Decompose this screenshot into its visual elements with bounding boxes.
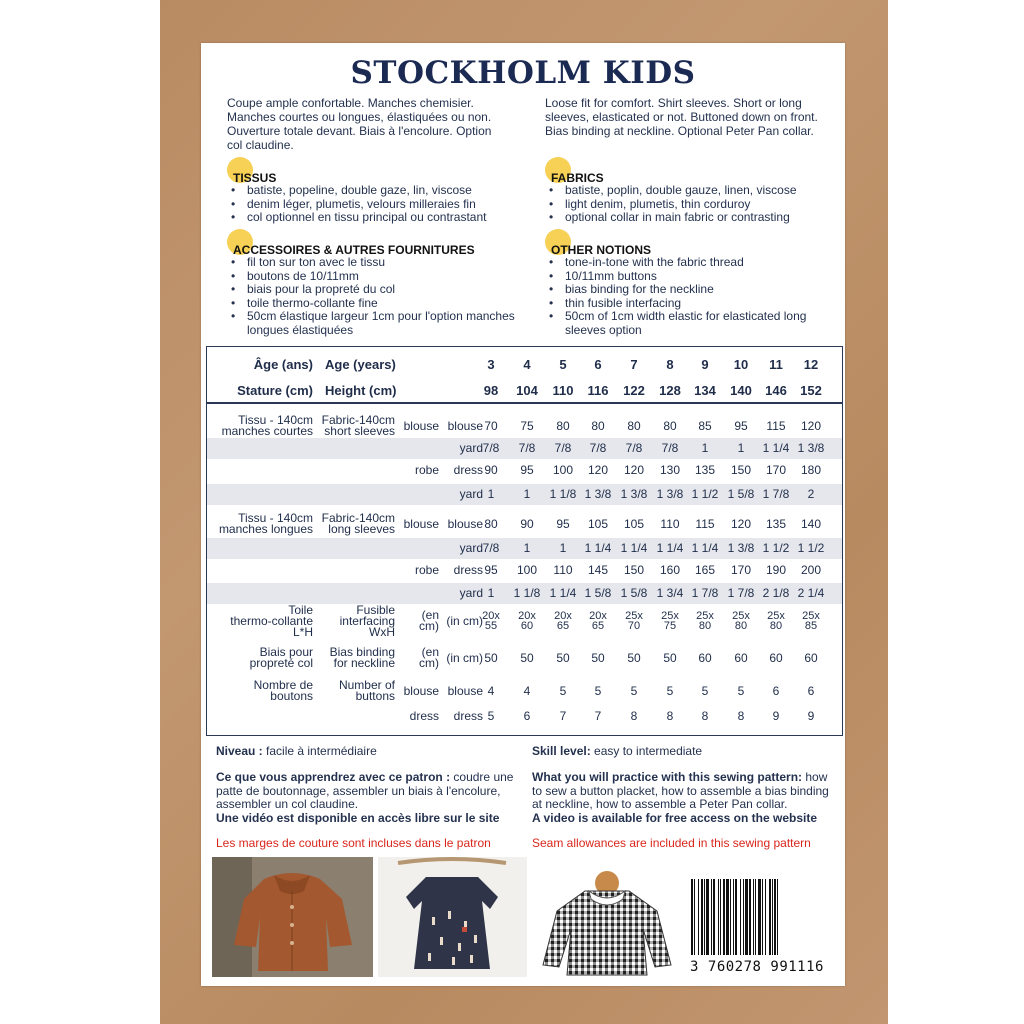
table-cell: 170 [730, 563, 752, 577]
list-item: • 10/11mm buttons [545, 270, 825, 284]
row-type-fr: (en cm) [419, 645, 439, 670]
barcode-bar [694, 879, 695, 955]
table-cell: 70 [484, 418, 498, 433]
row-type-en: yard [459, 541, 483, 555]
barcode-bar [755, 879, 756, 955]
row-type-en: dress [453, 708, 483, 723]
table-cell: 1 3/4 [656, 586, 684, 600]
learn-fr [216, 771, 516, 825]
table-cell: 1 1/4 [549, 586, 577, 600]
age-header-cell: 8 [666, 357, 674, 372]
table-cell: 9 [807, 708, 815, 723]
level-fr-value: facile à intermédiaire [262, 744, 377, 758]
row-label-fr: Toile thermo-collante L*H [230, 602, 313, 639]
fabrics-fr-title: TISSUS [233, 171, 277, 185]
fabrics-en-list [545, 184, 835, 225]
table-cell: 1 1/2 [797, 541, 825, 555]
barcode-bar [706, 879, 709, 955]
table-cell: 4 [487, 683, 495, 698]
table-cell: 90 [520, 516, 534, 531]
table-row [207, 460, 842, 481]
table-cell: 165 [694, 563, 716, 577]
barcode-bar [762, 879, 763, 955]
table-cell: 1 5/8 [584, 586, 612, 600]
table-cell: 85 [698, 418, 712, 433]
row-type-en: yard [459, 441, 483, 455]
row-label-fr: Nombre de boutons [253, 678, 313, 703]
list-item: • biais pour la propreté du col [227, 283, 517, 297]
table-cell: 50 [627, 650, 641, 665]
list-item: • thin fusible interfacing [545, 297, 825, 311]
table-cell: 80 [591, 418, 605, 433]
table-row [207, 560, 842, 581]
row-label-en: Fabric-140cm short sleeves [321, 413, 395, 438]
barcode-bar [720, 879, 721, 955]
barcode-bar [777, 879, 778, 955]
table-cell: 1 1/2 [691, 487, 719, 501]
table-cell: 105 [587, 516, 609, 531]
row-label-fr: Tissu - 140cm manches longues [218, 511, 313, 536]
table-cell: 5 [594, 683, 602, 698]
height-header-cell: 128 [659, 383, 681, 398]
row-label-en: Fusible interfacing WxH [339, 602, 395, 639]
table-cell: 50 [663, 650, 677, 665]
intro-french: Coupe ample confortable. Manches chemisier. Manches courtes ou longues, élastiquées ou non. Ouverture totale devant. Biais à l'encolure. Option col claudine. [227, 96, 492, 152]
row-type-en: yard [459, 487, 483, 501]
photo-rust-blouse [212, 857, 373, 977]
table-cell: 1 7/8 [691, 586, 719, 600]
table-cell: 115 [766, 418, 786, 433]
barcode-bar [749, 879, 751, 955]
barcode-bars [685, 879, 829, 961]
barcode-bar [758, 879, 761, 955]
table-cell: 5 [630, 683, 638, 698]
table-cell: 1 1/2 [762, 541, 790, 555]
table-cell: 25x 85 [802, 610, 820, 632]
height-en-header: Height (cm) [325, 383, 397, 398]
table-cell: 100 [516, 563, 538, 577]
row-type-en: dress [453, 463, 483, 477]
age-header-cell: 12 [803, 357, 819, 372]
stature-fr-header: Stature (cm) [237, 383, 313, 398]
table-cell: 1 [701, 441, 709, 455]
table-cell: 7/8 [482, 541, 500, 555]
table-cell: 20x 65 [554, 610, 572, 632]
age-header-cell: 7 [630, 357, 638, 372]
table-cell: 190 [765, 563, 787, 577]
table-cell: 2 [807, 487, 815, 501]
level-en [532, 745, 832, 759]
row-type-en: blouse [447, 683, 483, 698]
barcode-bar [704, 879, 705, 955]
barcode-bar [718, 879, 719, 955]
barcode-bar [769, 879, 771, 955]
age-header-cell: 9 [701, 357, 709, 372]
height-header-cell: 110 [552, 383, 574, 398]
table-cell: 2 1/4 [797, 586, 825, 600]
list-item: • fil ton sur ton avec le tissu [227, 256, 517, 270]
pattern-info-sheet [201, 43, 845, 986]
barcode-number: 3 760278 991116 [690, 959, 824, 975]
table-cell: 5 [666, 683, 674, 698]
barcode-bar [765, 879, 766, 955]
table-row [207, 484, 842, 505]
barcode-bar [726, 879, 729, 955]
table-cell: 25x 80 [696, 610, 714, 632]
table-cell: 1 1/4 [620, 541, 648, 555]
table-cell: 5 [559, 683, 567, 698]
list-item: • optional collar in main fabric or contrasting [545, 211, 835, 225]
gingham-dress-illustration [539, 869, 675, 979]
table-row [207, 583, 842, 604]
level-en-value: easy to intermediate [590, 744, 703, 758]
table-cell: 150 [730, 463, 752, 477]
row-type-en: dress [453, 563, 483, 577]
table-cell: 1 [487, 586, 495, 600]
list-item: • light denim, plumetis, thin corduroy [545, 198, 835, 212]
level-fr-label: Niveau : [216, 744, 263, 758]
age-header-cell: 11 [769, 357, 783, 372]
table-cell: 1 [559, 541, 567, 555]
table-row [207, 509, 842, 539]
age-header-cell: 3 [487, 357, 495, 372]
table-cell: 60 [698, 650, 712, 665]
level-en-label: Skill level: [532, 744, 591, 758]
row-type-en: blouse [447, 418, 483, 433]
table-cell: 7/8 [661, 441, 679, 455]
row-type-fr: blouse [403, 418, 439, 433]
notions-fr-title: ACCESSOIRES & AUTRES FOURNITURES [233, 243, 475, 257]
barcode-bar [713, 879, 715, 955]
table-cell: 7/8 [482, 441, 500, 455]
table-row [207, 438, 842, 459]
barcode-bar [774, 879, 776, 955]
table-cell: 50 [484, 650, 498, 665]
row-type-fr: dress [409, 708, 439, 723]
table-cell: 2 1/8 [762, 586, 790, 600]
table-cell: 1 3/8 [797, 441, 825, 455]
intro-english: Loose fit for comfort. Shirt sleeves. Short or long sleeves, elasticated or not. Buttoned down on front. Bias binding at neckline. Optional Peter Pan collar. [545, 96, 818, 138]
table-cell: 1 3/8 [727, 541, 755, 555]
notions-en-list [545, 256, 825, 338]
learn-fr-value: coudre une patte de boutonnage, assembler un biais à l'encolure, assembler un col claudine. [216, 770, 514, 811]
table-row [207, 538, 842, 559]
list-item: • 50cm élastique largeur 1cm pour l'option manches longues élastiquées [227, 310, 517, 337]
row-type-en: yard [459, 586, 483, 600]
table-cell: 5 [701, 683, 709, 698]
table-cell: 6 [772, 683, 780, 698]
list-item: • col optionnel en tissu principal ou contrastant [227, 211, 537, 225]
table-cell: 8 [737, 708, 745, 723]
row-label-en: Fabric-140cm long sleeves [321, 511, 395, 536]
height-header-cell: 116 [587, 383, 609, 398]
learn-en-label: What you will practice with this sewing pattern: [532, 770, 803, 784]
table-cell: 80 [627, 418, 641, 433]
barcode-bar [691, 879, 693, 955]
navy-dress-illustration [378, 857, 527, 977]
table-cell: 8 [666, 708, 674, 723]
table-cell: 20x 60 [518, 610, 536, 632]
table-cell: 1 7/8 [727, 586, 755, 600]
table-cell: 110 [553, 563, 573, 577]
barcode-bar [730, 879, 731, 955]
row-type-en: (in cm) [446, 650, 483, 665]
list-item: • tone-in-tone with the fabric thread [545, 256, 825, 270]
table-cell: 90 [484, 463, 498, 477]
table-cell: 1 1/4 [762, 441, 790, 455]
barcode-bar [743, 879, 744, 955]
barcode-bar [701, 879, 703, 955]
list-item: • toile thermo-collante fine [227, 297, 517, 311]
age-header-cell: 6 [594, 357, 602, 372]
illustration-gingham-dress [539, 869, 675, 979]
row-type-en: (in cm) [446, 613, 483, 628]
video-fr: Une vidéo est disponible en accès libre sur le site [216, 810, 500, 825]
table-cell: 80 [484, 516, 498, 531]
table-cell: 9 [772, 708, 780, 723]
table-cell: 1 1/4 [691, 541, 719, 555]
table-cell: 105 [623, 516, 645, 531]
height-header-cell: 146 [765, 383, 787, 398]
table-cell: 60 [734, 650, 748, 665]
age-header-cell: 4 [523, 357, 531, 372]
barcode-bar [745, 879, 748, 955]
table-cell: 1 [737, 441, 745, 455]
table-cell: 7/8 [625, 441, 643, 455]
table-cell: 8 [630, 708, 638, 723]
age-fr-header: Âge (ans) [253, 357, 313, 372]
notions-en-title: OTHER NOTIONS [551, 243, 652, 257]
header-divider [207, 402, 842, 404]
row-type-fr: robe [414, 463, 439, 477]
seam-allowance-en: Seam allowances are included in this sewing pattern [532, 836, 811, 850]
barcode [685, 879, 829, 977]
height-header-cell: 104 [516, 383, 538, 398]
table-cell: 1 7/8 [762, 487, 790, 501]
table-cell: 25x 80 [767, 610, 785, 632]
table-cell: 7 [594, 708, 602, 723]
table-cell: 135 [765, 516, 787, 531]
table-cell: 7 [559, 708, 567, 723]
table-row [207, 677, 842, 705]
age-en-header: Age (years) [325, 357, 396, 372]
height-header-cell: 122 [623, 383, 645, 398]
table-row [207, 643, 842, 673]
table-cell: 100 [552, 463, 574, 477]
row-type-fr: blouse [403, 683, 439, 698]
table-cell: 75 [520, 418, 534, 433]
fabric-requirements-table [206, 346, 843, 736]
table-cell: 25x 80 [732, 610, 750, 632]
table-cell: 120 [800, 418, 822, 433]
table-cell: 120 [587, 463, 609, 477]
row-label-fr: Tissu - 140cm manches courtes [221, 413, 313, 438]
height-header-cell: 98 [483, 383, 499, 398]
list-item: • 50cm of 1cm width elastic for elasticated long sleeves option [545, 310, 825, 337]
table-cell: 6 [807, 683, 815, 698]
table-cell: 50 [591, 650, 605, 665]
age-header-cell: 5 [559, 357, 567, 372]
fabrics-en-title: FABRICS [551, 171, 604, 185]
fabrics-fr-list [227, 184, 537, 225]
row-type-fr: (en cm) [419, 608, 439, 633]
table-cell: 25x 75 [661, 610, 679, 632]
table-cell: 1 1/4 [584, 541, 612, 555]
table-cell: 140 [800, 516, 822, 531]
table-cell: 1 [523, 487, 531, 501]
barcode-bar [711, 879, 712, 955]
rust-blouse-illustration [212, 857, 373, 977]
row-type-en: blouse [447, 516, 483, 531]
learn-en [532, 771, 832, 825]
table-cell: 95 [556, 516, 570, 531]
table-cell: 180 [800, 463, 822, 477]
table-cell: 1 5/8 [620, 586, 648, 600]
barcode-bar [733, 879, 734, 955]
learn-en-value: how to sew a button placket, how to assemble a bias binding at neckline, how to assemble a Peter Pan collar. [532, 770, 829, 811]
table-cell: 130 [659, 463, 681, 477]
height-header-cell: 140 [730, 383, 752, 398]
table-cell: 20x 55 [482, 610, 500, 632]
list-item: • batiste, poplin, double gauze, linen, viscose [545, 184, 835, 198]
barcode-bar [740, 879, 741, 955]
video-en: A video is available for free access on the website [532, 810, 818, 825]
table-cell: 1 [523, 541, 531, 555]
table-cell: 160 [659, 563, 681, 577]
table-cell: 20x 65 [589, 610, 607, 632]
table-cell: 95 [734, 418, 748, 433]
table-cell: 200 [800, 563, 822, 577]
table-cell: 1 5/8 [727, 487, 755, 501]
barcode-bar [698, 879, 699, 955]
table-cell: 5 [487, 708, 495, 723]
row-label-en: Number of buttons [338, 678, 395, 703]
table-cell: 4 [523, 683, 531, 698]
pattern-title: STOCKHOLM KIDS [350, 55, 696, 91]
list-item: • boutons de 10/11mm [227, 270, 517, 284]
table-cell: 60 [769, 650, 783, 665]
table-cell: 1 3/8 [584, 487, 612, 501]
table-cell: 1 1/4 [656, 541, 684, 555]
row-label-en: Bias binding for neckline [329, 645, 395, 670]
barcode-bar [753, 879, 754, 955]
table-cell: 6 [523, 708, 531, 723]
barcode-bar [735, 879, 737, 955]
list-item: • denim léger, plumetis, velours milleraies fin [227, 198, 537, 212]
row-type-fr: robe [414, 563, 439, 577]
table-cell: 80 [556, 418, 570, 433]
table-row [207, 411, 842, 441]
table-cell: 60 [804, 650, 818, 665]
photo-navy-dress [378, 857, 527, 977]
table-cell: 120 [623, 463, 645, 477]
table-cell: 1 [487, 487, 495, 501]
notions-fr-list [227, 256, 517, 338]
table-cell: 120 [730, 516, 752, 531]
list-item: • bias binding for the neckline [545, 283, 825, 297]
table-cell: 7/8 [589, 441, 607, 455]
level-fr [216, 745, 516, 759]
barcode-bar [772, 879, 773, 955]
table-cell: 135 [694, 463, 716, 477]
table-cell: 25x 70 [625, 610, 643, 632]
table-cell: 115 [695, 516, 715, 531]
row-label-fr: Biais pour propreté col [249, 645, 313, 670]
list-item: • batiste, popeline, double gaze, lin, viscose [227, 184, 537, 198]
seam-allowance-fr: Les marges de couture sont incluses dans le patron [216, 836, 491, 850]
table-cell: 1 1/8 [549, 487, 577, 501]
row-type-fr: blouse [403, 516, 439, 531]
table-cell: 150 [623, 563, 645, 577]
table-cell: 170 [765, 463, 787, 477]
table-cell: 110 [660, 516, 680, 531]
table-cell: 80 [663, 418, 677, 433]
table-cell: 5 [737, 683, 745, 698]
table-row [207, 704, 842, 728]
table-cell: 1 3/8 [620, 487, 648, 501]
table-cell: 145 [587, 563, 609, 577]
table-cell: 8 [701, 708, 709, 723]
table-cell: 1 1/8 [513, 586, 541, 600]
table-cell: 1 3/8 [656, 487, 684, 501]
table-cell: 95 [520, 463, 534, 477]
height-header-cell: 152 [800, 383, 822, 398]
learn-fr-label: Ce que vous apprendrez avec ce patron : [216, 770, 451, 784]
table-cell: 7/8 [518, 441, 536, 455]
barcode-bar [723, 879, 725, 955]
age-header-cell: 10 [733, 357, 749, 372]
table-cell: 7/8 [554, 441, 572, 455]
table-row [207, 603, 842, 639]
height-header-cell: 134 [694, 383, 716, 398]
table-cell: 50 [556, 650, 570, 665]
table-cell: 95 [484, 563, 498, 577]
table-cell: 50 [520, 650, 534, 665]
